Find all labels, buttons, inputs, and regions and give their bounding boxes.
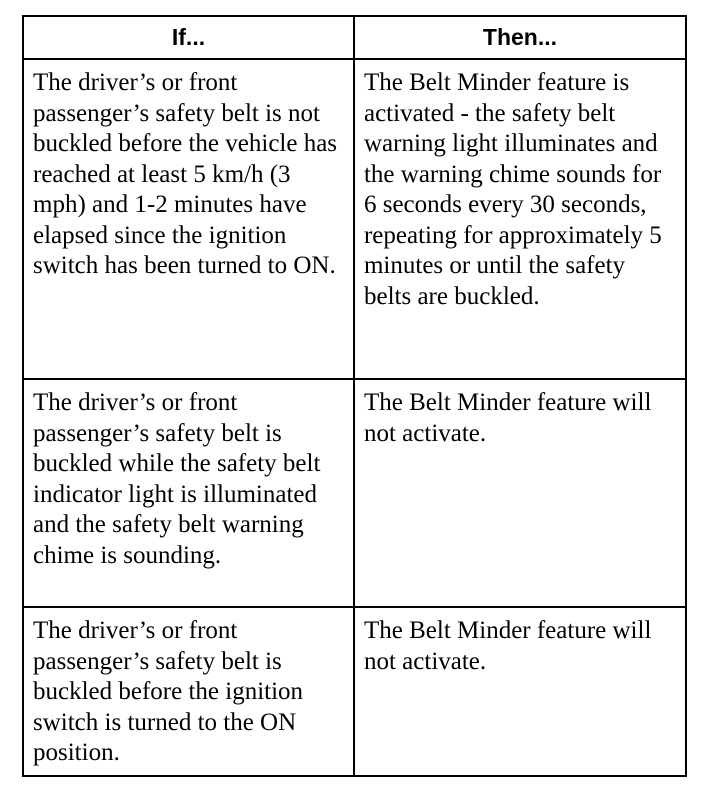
condition-cell: The driver’s or front passenger’s safety belt is buckled while the safety belt indicator light is illuminated and the safety belt warning chime is sounding.	[23, 379, 354, 607]
table-row	[23, 607, 686, 776]
result-cell: The Belt Minder feature will not activate.	[354, 607, 686, 776]
header-if: If...	[23, 16, 354, 59]
table-row	[23, 59, 686, 379]
result-cell: The Belt Minder feature will not activate.	[354, 379, 686, 607]
condition-cell: The driver’s or front passenger’s safety belt is not buckled before the vehicle has reached at least 5 km/h (3 mph) and 1-2 minutes have elapsed since the ignition switch has been turned to ON.	[23, 59, 354, 379]
condition-cell: The driver’s or front passenger’s safety belt is buckled before the ignition switch is turned to the ON position.	[23, 607, 354, 776]
header-then: Then...	[354, 16, 686, 59]
table-header-row	[23, 16, 686, 59]
result-cell: The Belt Minder feature is activated - the safety belt warning light illuminates and the warning chime sounds for 6 seconds every 30 seconds, repeating for approximately 5 minutes or until the safety belts are buckled.	[354, 59, 686, 379]
table-row	[23, 379, 686, 607]
belt-minder-table	[22, 15, 687, 777]
